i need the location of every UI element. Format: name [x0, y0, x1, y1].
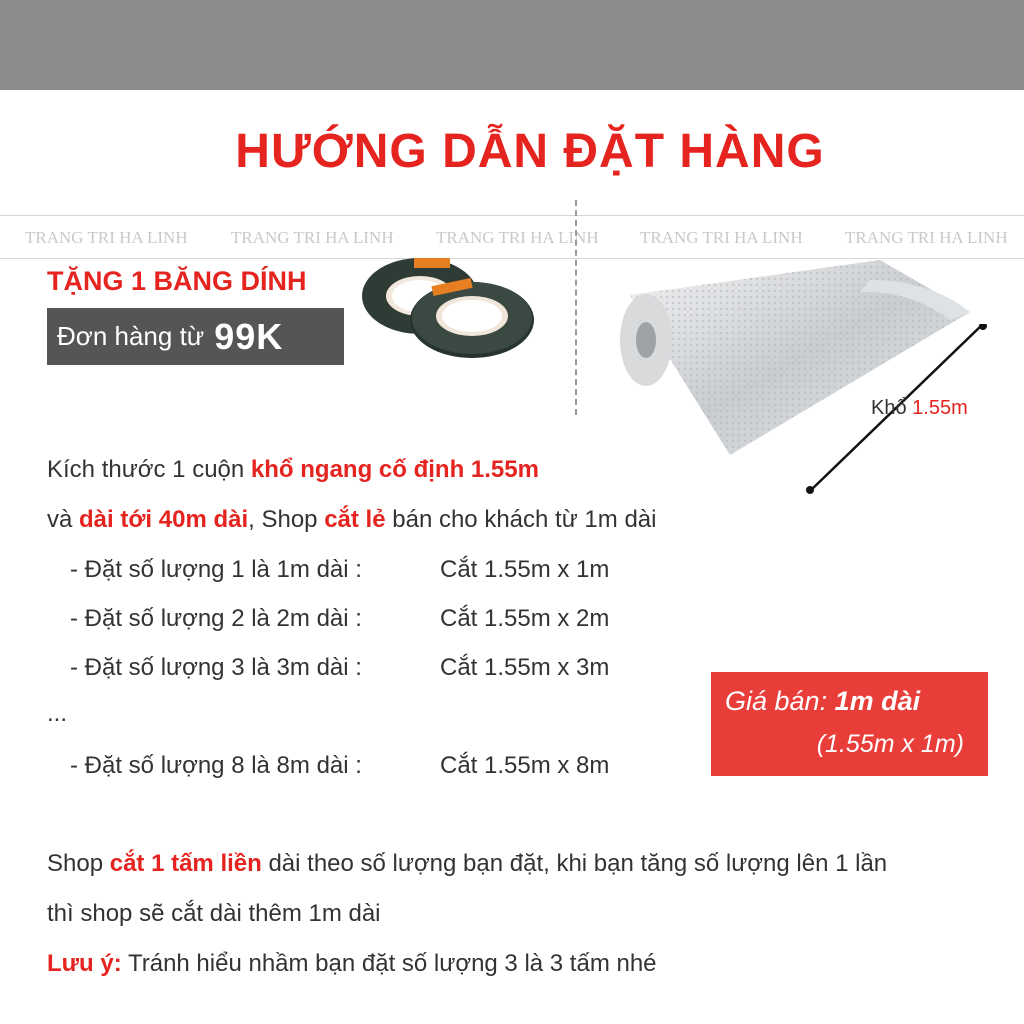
cut-retail-highlight: cắt lẻ — [324, 506, 386, 533]
price-detail: (1.55m x 1m) — [816, 730, 964, 758]
description-line-2 — [47, 506, 656, 534]
quantity-label: - Đặt số lượng 2 là 2m dài : — [70, 605, 362, 632]
width-label-value: 1.55m — [912, 397, 968, 419]
watermark-text: TRANG TRI HA LINH — [640, 228, 803, 247]
quantity-row — [70, 556, 610, 584]
page-title: HƯỚNG DẪN ĐẶT HÀNG — [235, 125, 825, 178]
cut-size: Cắt 1.55m x 3m — [440, 654, 610, 681]
note-label: Lưu ý: — [47, 950, 122, 977]
footer-line-1 — [47, 850, 887, 878]
description-text: , Shop — [248, 506, 325, 533]
footer-line-2: thì shop sẽ cắt dài thêm 1m dài — [47, 900, 381, 927]
quantity-row — [70, 605, 610, 633]
watermark-text: TRANG TRI HA LINH — [231, 228, 394, 247]
width-label — [871, 397, 968, 420]
watermark-top-rule — [0, 215, 1024, 216]
cut-size: Cắt 1.55m x 8m — [440, 752, 610, 779]
promo-title: TẶNG 1 BĂNG DÍNH — [47, 266, 307, 296]
description-text: và — [47, 506, 80, 533]
promo-amount: 99K — [214, 315, 284, 357]
top-banner — [0, 0, 1024, 90]
promo-prefix: Đơn hàng từ — [57, 321, 205, 351]
max-length-highlight: dài tới 40m dài — [79, 506, 249, 533]
quantity-row — [70, 752, 610, 780]
quantity-label: - Đặt số lượng 3 là 3m dài : — [70, 654, 362, 681]
cut-size: Cắt 1.55m x 2m — [440, 605, 610, 632]
quantity-label: - Đặt số lượng 1 là 1m dài : — [70, 556, 362, 583]
description-text: Kích thước 1 cuộn — [47, 456, 251, 483]
price-box — [711, 672, 988, 776]
quantity-label: - Đặt số lượng 8 là 8m dài : — [70, 752, 362, 779]
section-divider — [575, 200, 577, 415]
price-value: 1m dài — [834, 686, 921, 716]
fixed-width-highlight: khổ ngang cố định 1.55m — [250, 456, 539, 483]
price-label: Giá bán: — [725, 686, 828, 716]
ellipsis: ... — [47, 700, 68, 727]
tape-roll-image — [360, 252, 545, 362]
quantity-row — [70, 654, 610, 682]
note-text: Tránh hiểu nhầm bạn đặt số lượng 3 là 3 tấm nhé — [121, 950, 657, 977]
width-label-prefix: Khổ — [871, 397, 907, 419]
footer-text: Shop — [47, 850, 110, 877]
description-line-1 — [47, 456, 539, 484]
cut-size: Cắt 1.55m x 1m — [440, 556, 610, 583]
price-line — [725, 686, 920, 717]
footer-text: dài theo số lượng bạn đặt, khi bạn tăng số lượng lên 1 lần — [261, 850, 888, 877]
single-sheet-highlight: cắt 1 tấm liền — [109, 850, 262, 877]
footer-note — [47, 950, 657, 978]
watermark-text: TRANG TRI HA LINH — [845, 228, 1008, 247]
promo-banner — [47, 308, 344, 365]
watermark-text: TRANG TRI HA LINH — [25, 228, 188, 247]
description-text: bán cho khách từ 1m dài — [385, 506, 657, 533]
watermark-text: TRANG TRI HA LINH — [436, 228, 599, 247]
